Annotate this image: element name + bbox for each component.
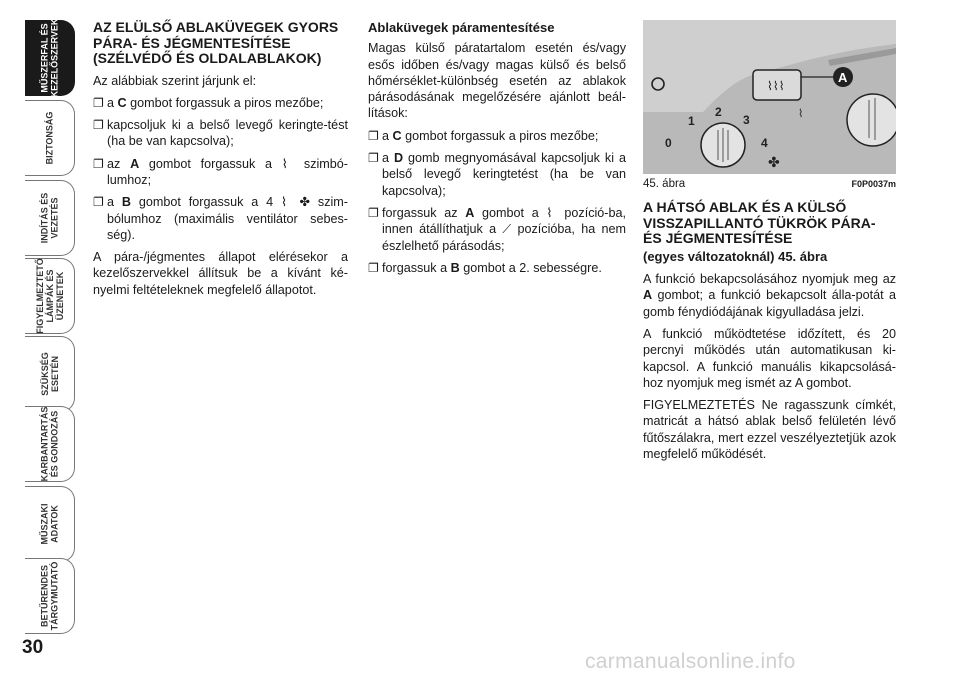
paragraph: A funkció bekapcsolásához nyomjuk meg az A gombot; a funkció bekapcsolt álla-potát a gomb fénydiódájának kigyulladása jelzi.: [643, 272, 896, 319]
page-number: 30: [22, 637, 44, 658]
svg-text:1: 1: [688, 114, 695, 128]
svg-text:3: 3: [743, 113, 750, 127]
svg-text:2: 2: [715, 105, 722, 119]
figure-code: F0P0037m: [851, 179, 896, 189]
checkbox-icon: ❐: [368, 128, 379, 143]
list-item: ❐ a D gomb megnyomásával kapcsoljuk ki a belső levegő keringtetést (ha be van kapcsolva);: [368, 151, 626, 198]
checkbox-icon: ❐: [368, 260, 379, 275]
list-item: ❐ a B gombot forgassuk a 4 ⌇ ✤ szim-bólumhoz (maximális ventilátor sebes-ség).: [93, 195, 348, 242]
tab-safety[interactable]: [25, 100, 75, 176]
section-heading-variant: (egyes változatoknál) 45. ábra: [643, 248, 828, 264]
tab-index[interactable]: [25, 558, 75, 634]
list-item: ❐ kapcsoljuk ki a belső levegő keringte-tést (ha be van kapcsolva);: [93, 118, 348, 149]
tab-label: KARBANTARTÁS ÉS GONDOZÁS: [39, 406, 60, 482]
chapter-tab-bar: [0, 0, 78, 677]
paragraph: A funkció működtetése időzített, és 20 percnyi működés után automatikusan ki-kapcsol. A funkció manuális kikapcsolásá-hoz nyomjuk meg ismét az A gombot.: [643, 326, 896, 390]
intro-text: Az alábbiak szerint járjunk el:: [93, 73, 257, 88]
closing-text: A pára-/jégmentes állapot elérésekor a kezelőszervekkel állítsuk be a kívánt ké-nyelmi feltételeknek megfelelő állapotot.: [93, 250, 348, 297]
checkbox-icon: ❐: [93, 95, 104, 110]
list-item: ❐ az A gombot forgassuk a ⌇ szimbó-lumhoz;: [93, 156, 348, 187]
checkbox-icon: ❐: [93, 156, 104, 171]
tab-technical-data[interactable]: [25, 486, 75, 562]
list-item: ❐ a C gombot forgassuk a piros mezőbe;: [93, 95, 324, 110]
checkbox-icon: ❐: [368, 205, 379, 220]
tab-label: SZÜKSÉG ESETÉN: [39, 352, 60, 396]
windscreen-icon: ⌇: [798, 107, 804, 120]
list-item: ❐ forgassuk az A gombot a ⌇ pozíció-ba, innen átállíthatjuk a ⟋ pozícióba, ha nem észlelhető párásodás;: [368, 205, 626, 253]
figure-label: 45. ábra: [643, 178, 686, 190]
control-panel-illustration: [643, 20, 896, 174]
intro-text: Magas külső páratartalom esetén és/vagy esős időben és/vagy magas külső és belső hőmérséklet-különbség esetén az ablakok párásodásának megelőzésére ajánlott beál-lítások:: [368, 41, 626, 121]
checkbox-icon: ❐: [368, 151, 379, 166]
tab-label: MŰSZERFAL ÉS KEZELŐSZERVEK: [39, 18, 60, 98]
warning-paragraph: FIGYELMEZTETÉS Ne ragasszunk címkét, matricát a hátsó ablak belső felületén lévő fűtőszálakra, mert ezzel veszélyeztetjük azok megfelelő működését.: [643, 398, 896, 462]
section-heading: AZ ELÜLSŐ ABLAKÜVEGEK GYORS PÁRA- ÉS JÉGMENTESÍTÉSE (SZÉLVÉDŐ ÉS OLDALABLAKOK): [93, 19, 339, 66]
section-heading: A HÁTSÓ ABLAK ÉS A KÜLSŐ VISSZAPILLANTÓ TÜKRÖK PÁRA- ÉS JÉGMENTESÍTÉSE: [643, 199, 876, 247]
checkbox-icon: ❐: [93, 195, 104, 210]
tab-label: BIZTONSÁG: [44, 111, 55, 165]
list-item: ❐ forgassuk a B gombot a 2. sebességre.: [368, 260, 602, 275]
column-window-demist: [368, 20, 626, 282]
svg-text:A: A: [838, 70, 848, 85]
tab-emergency[interactable]: [25, 336, 75, 412]
distribution-dial: [847, 94, 896, 146]
checkbox-icon: ❐: [93, 118, 104, 133]
tab-label: FIGYELMEZTETŐ LÁMPÁK ÉS ÜZENETEK: [34, 258, 65, 334]
list-item: ❐ a C gombot forgassuk a piros mezőbe;: [368, 128, 599, 143]
svg-text:⌇⌇⌇: ⌇⌇⌇: [767, 79, 785, 93]
tab-label: BETŰRENDES TÁRGYMUTATÓ: [39, 561, 60, 631]
column-rear-defrost: [643, 20, 896, 468]
tab-label: INDÍTÁS ÉS VEZETÉS: [39, 192, 60, 244]
tab-warning-lights[interactable]: [25, 258, 75, 334]
figure-caption: [643, 176, 896, 192]
svg-text:0: 0: [665, 136, 672, 150]
column-front-defrost: [93, 20, 348, 304]
climate-control-figure: [643, 20, 896, 174]
fan-icon: ✤: [768, 155, 780, 171]
tab-maintenance[interactable]: [25, 406, 75, 482]
svg-text:4: 4: [761, 136, 768, 150]
watermark: carmanualsonline.info: [585, 650, 796, 673]
tab-starting-driving[interactable]: [25, 180, 75, 256]
section-subheading: Ablaküvegek páramentesítése: [368, 20, 555, 35]
tab-label: MŰSZAKI ADATOK: [39, 503, 60, 545]
tab-instruments[interactable]: [25, 20, 75, 96]
